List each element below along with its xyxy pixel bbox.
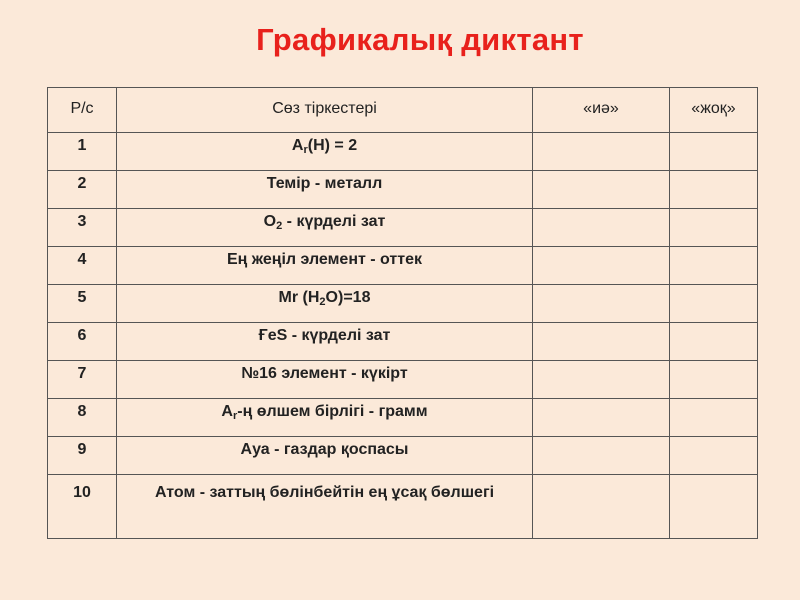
row-number: 7 — [48, 361, 117, 399]
row-number: 3 — [48, 209, 117, 247]
answer-no-cell[interactable] — [670, 437, 758, 475]
header-phrases: Сөз тіркестері — [117, 88, 533, 133]
answer-yes-cell[interactable] — [533, 399, 670, 437]
row-phrase: Атом - заттың бөлінбейтін ең ұсақ бөлшегі — [117, 475, 533, 539]
answer-yes-cell[interactable] — [533, 323, 670, 361]
answer-no-cell[interactable] — [670, 209, 758, 247]
table-row — [48, 323, 758, 361]
answer-no-cell[interactable] — [670, 133, 758, 171]
answer-yes-cell[interactable] — [533, 437, 670, 475]
table-header-row — [48, 88, 758, 133]
answer-yes-cell[interactable] — [533, 361, 670, 399]
answer-no-cell[interactable] — [670, 475, 758, 539]
table-row — [48, 247, 758, 285]
row-phrase: Mr $(H_2O)=18$ — [117, 285, 533, 323]
row-number: 10 — [48, 475, 117, 539]
slide-title: Графикалық диктант — [256, 22, 584, 57]
answer-yes-cell[interactable] — [533, 209, 670, 247]
answer-yes-cell[interactable] — [533, 475, 670, 539]
row-phrase: Ең жеңіл элемент - оттек — [117, 247, 533, 285]
table-row — [48, 399, 758, 437]
row-number: 6 — [48, 323, 117, 361]
answer-no-cell[interactable] — [670, 285, 758, 323]
row-number: 4 — [48, 247, 117, 285]
row-number: 2 — [48, 171, 117, 209]
row-phrase: Ауа - газдар қоспасы — [117, 437, 533, 475]
answer-no-cell[interactable] — [670, 399, 758, 437]
table-row — [48, 437, 758, 475]
table-row — [48, 285, 758, 323]
table-row — [48, 209, 758, 247]
answer-no-cell[interactable] — [670, 171, 758, 209]
answer-yes-cell[interactable] — [533, 133, 670, 171]
row-number: 5 — [48, 285, 117, 323]
table-row — [48, 171, 758, 209]
answer-no-cell[interactable] — [670, 361, 758, 399]
dictation-table — [47, 87, 758, 539]
header-yes: «иә» — [533, 88, 670, 133]
answer-yes-cell[interactable] — [533, 171, 670, 209]
table-row — [48, 133, 758, 171]
row-number: 8 — [48, 399, 117, 437]
row-phrase: Темір - металл — [117, 171, 533, 209]
row-phrase: $A_r(H) = 2$ — [117, 133, 533, 171]
answer-yes-cell[interactable] — [533, 247, 670, 285]
answer-no-cell[interactable] — [670, 323, 758, 361]
table-row — [48, 361, 758, 399]
table-row — [48, 475, 758, 539]
row-phrase: $O_2$ - күрделі зат — [117, 209, 533, 247]
answer-no-cell[interactable] — [670, 247, 758, 285]
row-phrase: ҒеS - күрделі зат — [117, 323, 533, 361]
header-no: «жоқ» — [670, 88, 758, 133]
row-phrase: №16 элемент - күкірт — [117, 361, 533, 399]
row-number: 9 — [48, 437, 117, 475]
row-number: 1 — [48, 133, 117, 171]
header-number: Р/с — [48, 88, 117, 133]
answer-yes-cell[interactable] — [533, 285, 670, 323]
row-phrase: $A_r-ң$ өлшем бірлігі - грамм — [117, 399, 533, 437]
